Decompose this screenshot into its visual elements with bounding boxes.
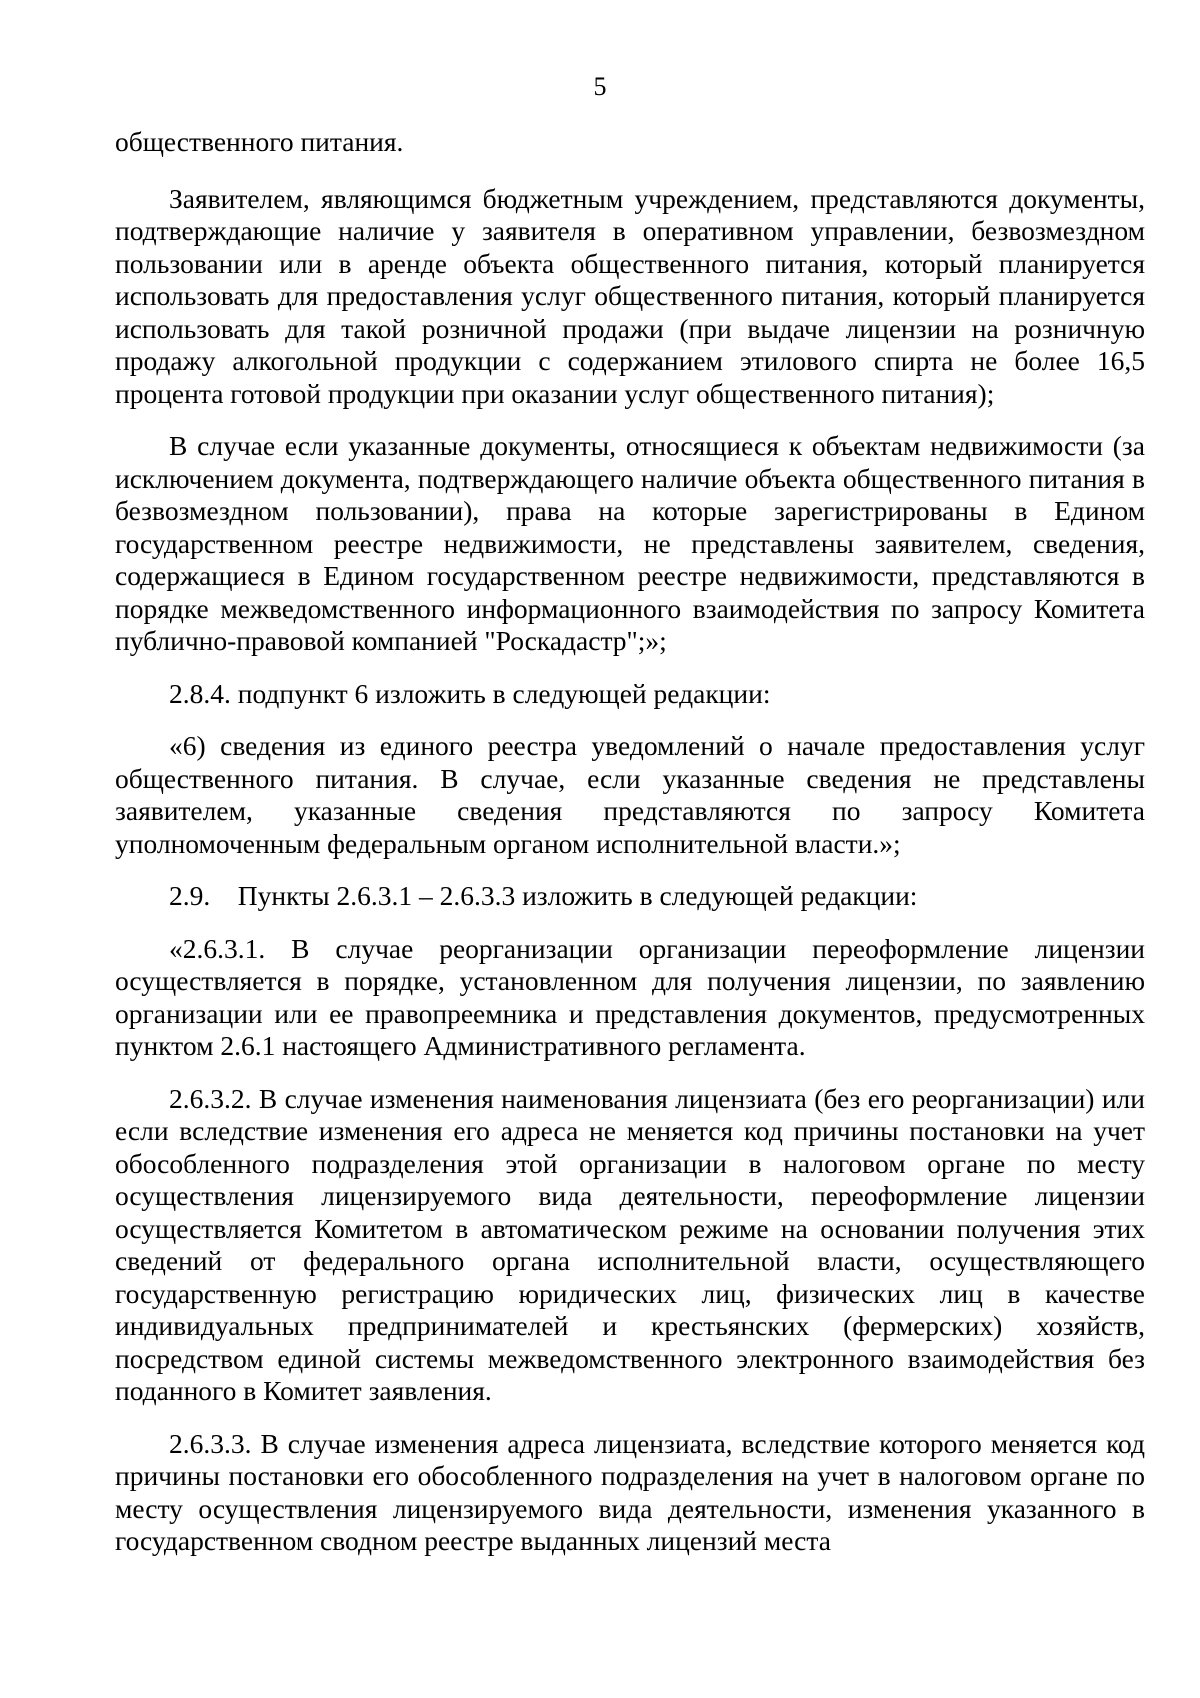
document-body — [115, 126, 1145, 1558]
page-number: 5 — [593, 72, 607, 101]
paragraph-item-2-8-4: 2.8.4. подпункт 6 изложить в следующей редакции: — [169, 677, 771, 709]
paragraph-applicant-documents: Заявителем, являющимся бюджетным учреждением, представляются документы, подтверждающие наличие у заявителя в оперативном управлении, безвозмездном пользовании или в аренде объекта общественного питания, который планируется использовать для предоставления услуг общественного питания, который планируется использовать для такой розничной продажи (при выдаче лицензии на розничную продажу алкогольной продукции с содержанием этилового спирта не более 16,5 процента готовой продукции при оказании услуг общественного питания); — [115, 182, 1145, 409]
paragraph-2-6-3-1: «2.6.3.1. В случае реорганизации организации переоформление лицензии осуществляется в порядке, установленном для получения лицензии, по заявлению организации или ее правопреемника и представления документов, предусмотренных пунктом 2.6.1 настоящего Административного регламента. — [115, 932, 1145, 1061]
paragraph-item-2-9: 2.9. Пункты 2.6.3.1 – 2.6.3.3 изложить в следующей редакции: — [169, 880, 918, 911]
paragraph-subitem-6: «6) сведения из единого реестра уведомлений о начале предоставления услуг общественного питания. В случае, если указанные сведения не представлены заявителем, указанные сведения представляются по запросу Комитета уполномоченным федеральным органом исполнительной власти.»; — [115, 730, 1145, 859]
paragraph-continuation: общественного питания. — [115, 126, 404, 157]
paragraph-real-estate-registry: В случае если указанные документы, относящиеся к объектам недвижимости (за исключением документа, подтверждающего наличие объекта общественного питания в безвозмездном пользовании), права на которые зарегистрированы в Едином государственном реестре недвижимости, не представлены заявителем, сведения, содержащиеся в Едином государственном реестре недвижимости, представляются в порядке межведомственного информационного взаимодействия по запросу Комитета публично-правовой компанией "Роскадастр";»; — [115, 430, 1145, 656]
paragraph-2-6-3-2: 2.6.3.2. В случае изменения наименования лицензиата (без его реорганизации) или если вследствие изменения его адреса не меняется код причины постановки на учет обособленного подразделения этой организации в налоговом органе по месту осуществления лицензируемого вида деятельности, переоформление лицензии осуществляется Комитетом в автоматическом режиме на основании получения этих сведений от федерального органа исполнительной власти, осуществляющего государственную регистрацию юридических лиц, физических лиц в качестве индивидуальных предпринимателей и крестьянских (фермерских) хозяйств, посредством единой системы межведомственного электронного взаимодействия без поданного в Комитет заявления. — [115, 1082, 1145, 1406]
paragraph-2-6-3-3: 2.6.3.3. В случае изменения адреса лицензиата, вследствие которого меняется код причины постановки его обособленного подразделения на учет в налоговом органе по месту осуществления лицензируемого вида деятельности, изменения указанного в государственном сводном реестре выданных лицензий места — [115, 1427, 1145, 1556]
